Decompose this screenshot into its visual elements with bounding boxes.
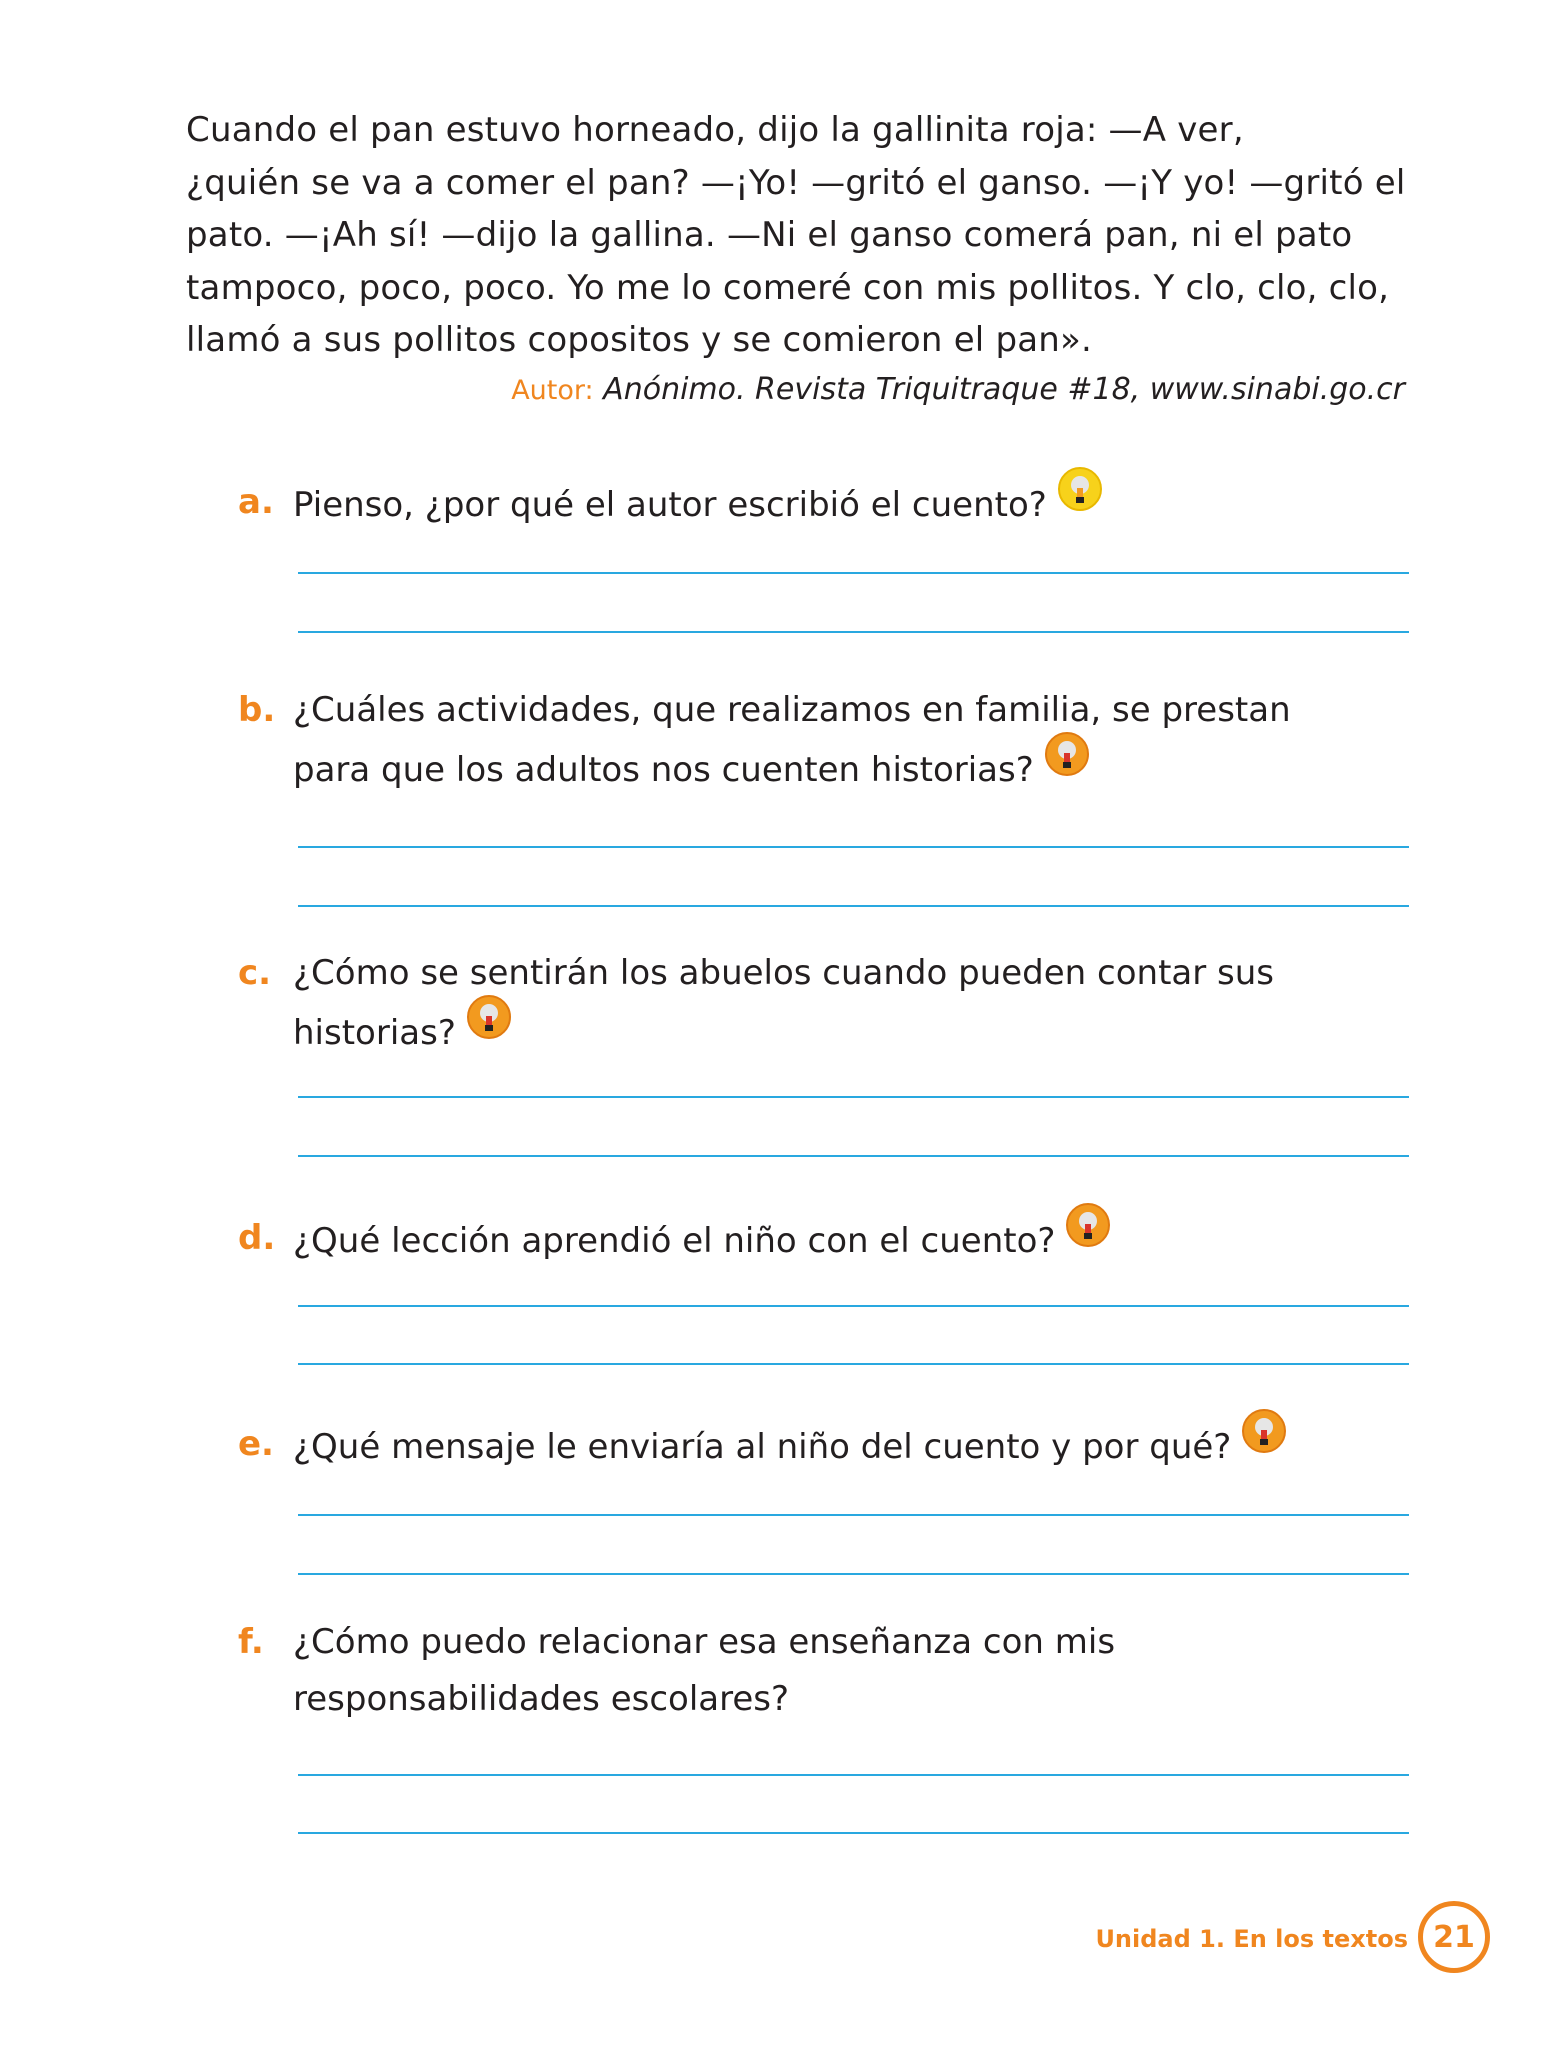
question-letter: c. [238,953,272,993]
author-citation [511,372,1405,407]
answer-line[interactable] [298,1363,1409,1365]
question-line: para que los adultos nos cuenten historias? [293,750,1034,790]
author-source: Anónimo. Revista Triquitraque #18, www.sinabi.go.cr [603,372,1405,407]
question-letter: a. [238,482,274,522]
answer-line[interactable] [298,1514,1409,1516]
question-line: ¿Qué mensaje le enviaría al niño del cuento y por qué? [293,1427,1232,1467]
story-line: tampoco, poco, poco. Yo me lo comeré con mis pollitos. Y clo, clo, clo, [186,267,1390,308]
question-line: ¿Qué lección aprendió el niño con el cuento? [293,1221,1056,1261]
answer-line[interactable] [298,846,1409,848]
lightbulb-icon [1065,1202,1111,1248]
question-line: historias? [293,1013,456,1053]
question-text [293,1002,1274,1062]
answer-line[interactable] [298,905,1409,907]
author-label: Autor: [511,375,594,406]
lightbulb-icon [1057,466,1103,512]
question-line: ¿Cómo se sentirán los abuelos cuando pueden contar sus [293,953,1275,993]
answer-line[interactable] [298,1774,1409,1776]
question-text [293,1416,1287,1476]
question-text [293,739,1291,799]
answer-line[interactable] [298,1155,1409,1157]
question-line: ¿Cuáles actividades, que realizamos en familia, se prestan [293,690,1291,730]
question-line: responsabilidades escolares? [293,1679,790,1719]
answer-line[interactable] [298,1305,1409,1307]
question-letter: b. [238,690,276,730]
lightbulb-icon [1241,1408,1287,1454]
answer-line[interactable] [298,631,1409,633]
story-line: pato. —¡Ah sí! —dijo la gallina. —Ni el ganso comerá pan, ni el pato [186,215,1353,255]
question-letter: e. [238,1424,274,1464]
question-letter: f. [238,1622,264,1662]
story-line: llamó a sus pollitos copositos y se comieron el pan». [186,320,1093,360]
story-paragraph [186,104,1405,367]
question-text [293,1210,1111,1270]
question-line: ¿Cómo puedo relacionar esa enseñanza con mis [293,1622,1116,1662]
lightbulb-icon [466,994,512,1040]
answer-line[interactable] [298,1096,1409,1098]
question-text [293,474,1103,534]
question-letter: d. [238,1218,276,1258]
unit-label: Unidad 1. En los textos [1095,1925,1408,1953]
answer-line[interactable] [298,1832,1409,1834]
lightbulb-icon [1044,731,1090,777]
question-line: Pienso, ¿por qué el autor escribió el cuento? [293,485,1047,525]
story-line: Cuando el pan estuvo horneado, dijo la gallinita roja: —A ver, [186,110,1244,150]
answer-line[interactable] [298,572,1409,574]
story-line: ¿quién se va a comer el pan? —¡Yo! —gritó el ganso. —¡Y yo! —gritó el [186,162,1406,203]
page-number: 21 [1418,1901,1490,1973]
answer-line[interactable] [298,1573,1409,1575]
